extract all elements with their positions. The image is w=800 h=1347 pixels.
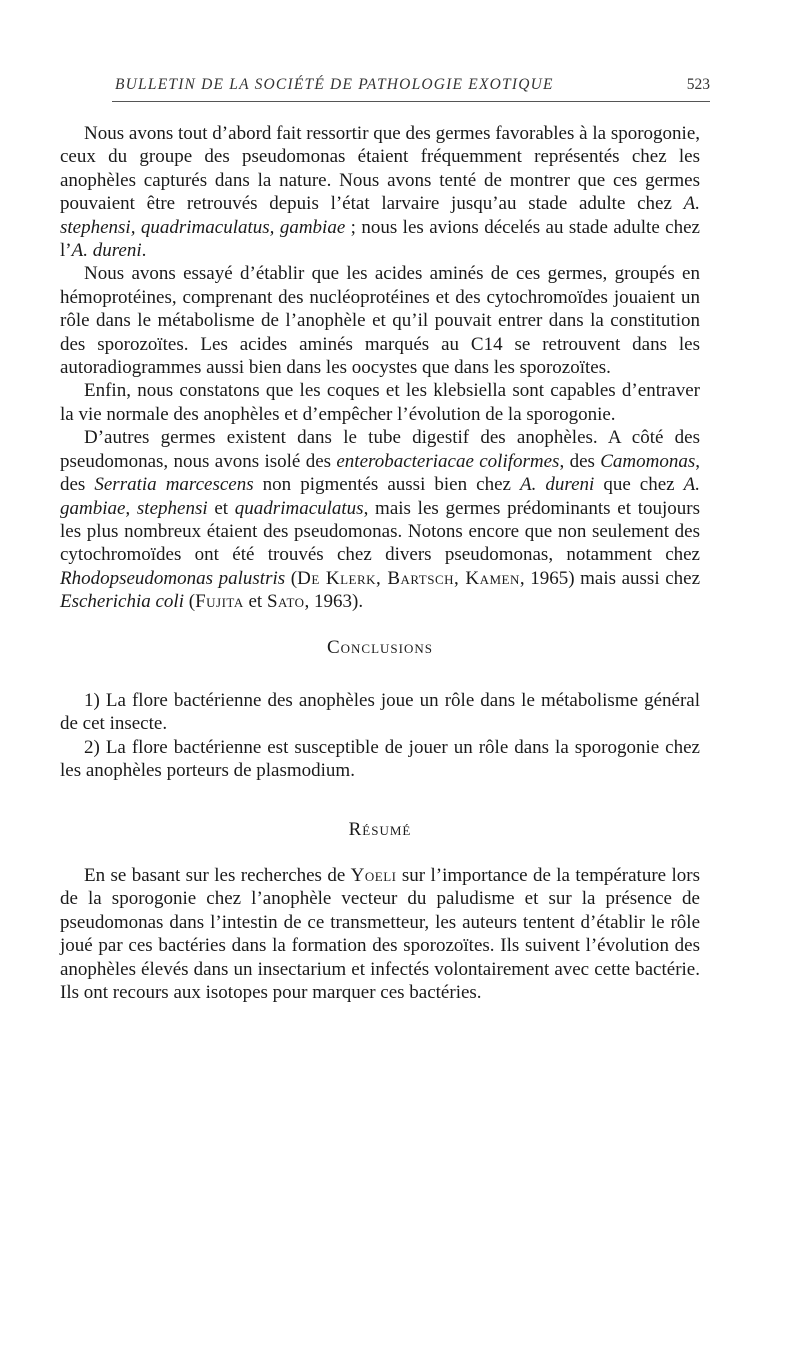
- text: , mais les germes prédominants et toujours les plus nombreux étaient des pseudomonas. Notons encore que non seulement des cytochromoïdes ont été trouvés chez divers pseudomonas, notamment chez: [60, 497, 700, 566]
- resume-paragraph: [60, 864, 700, 1004]
- journal-title: BULLETIN DE LA SOCIÉTÉ DE PATHOLOGIE EXOTIQUE: [115, 76, 554, 93]
- text: .: [141, 240, 147, 262]
- species-name: A. dureni: [519, 474, 595, 496]
- text: (: [285, 567, 298, 589]
- species-name: Serratia marcescens: [94, 474, 254, 496]
- species-name: enterobacteriacae coliformes: [336, 450, 560, 472]
- text: , 1963).: [304, 591, 364, 613]
- text: ; nous les avions décelés au stade adulte chez l’: [60, 216, 700, 262]
- resume-heading: Résumé: [348, 818, 412, 840]
- author-citation: Fujita: [195, 591, 244, 613]
- author-citation: Sato: [266, 591, 305, 613]
- text: , des: [559, 450, 601, 472]
- species-name: Escherichia coli: [60, 591, 184, 613]
- text: , des: [60, 450, 701, 496]
- species-name: Camomonas: [600, 450, 696, 472]
- species-name: Rhodopseudomonas palustris: [60, 567, 286, 589]
- running-header: [115, 76, 710, 94]
- text: et: [243, 591, 267, 613]
- paragraph-1: [60, 122, 700, 262]
- text: que chez: [594, 474, 684, 496]
- page-number: 523: [686, 76, 710, 93]
- species-name: quadrimaculatus: [234, 497, 364, 519]
- article-body: [60, 122, 700, 1004]
- paragraph-2: Nous avons essayé d’établir que les acides aminés de ces germes, groupés en hémoprotéines, comprenant des nucléoprotéines et des cytochromoïdes jouaient un rôle dans le métabolisme de l’anophèle et qu’il pouvait entrer dans la constitution des sporozoïtes. Les acides aminés marqués au C14 se retrouvent dans les autoradiogrammes aussi bien dans les oocystes que dans les sporozoïtes.: [60, 263, 700, 379]
- species-name: A. gambiae, stephensi: [60, 474, 701, 519]
- text: Nous avons tout d’abord fait ressortir que des germes favorables à la sporogonie, ceux du groupe des pseudomonas étaient fréquemment représentés chez les anophèles capturés dans la nature. Nous avons tenté de montrer que ces germes pouvaient être retrouvés depuis l’état larvaire jusqu’au stade adulte chez: [60, 123, 700, 215]
- text: , 1965) mais aussi chez: [519, 567, 700, 589]
- text: et: [207, 497, 235, 519]
- conclusion-item-2: 2) La flore bactérienne est susceptible de jouer un rôle dans la sporogonie chez les anophèles porteurs de plasmodium.: [60, 736, 700, 782]
- text: non pigmentés aussi bien chez: [253, 474, 520, 496]
- conclusions-heading: Conclusions: [326, 636, 433, 658]
- header-rule: [112, 101, 710, 102]
- text: sur l’importance de la température lors de la sporogonie chez l’anophèle vecteur du paludisme et sur la présence de pseudomonas dans l’intestin de ce transmetteur, les auteurs tentent d’établir le rôle joué par ces bactéries dans la formation des sporozoïtes. Ils suivent l’évolution des anophèles élevés dans un insectarium et infectés volontairement avec cette bactérie. Ils ont recours aux isotopes pour marquer ces bactéries.: [60, 864, 700, 1003]
- species-name: A. stephensi, quadrimaculatus, gambiae: [60, 193, 700, 238]
- paragraph-3: Enfin, nous constatons que les coques et les klebsiella sont capables d’entraver la vie normale des anophèles et d’empêcher l’évolution de la sporogonie.: [60, 380, 700, 425]
- text: En se basant sur les recherches de: [84, 864, 351, 886]
- text: (: [184, 591, 196, 613]
- text: D’autres germes existent dans le tube digestif des anophèles. A côté des pseudomonas, nous avons isolé des: [60, 427, 700, 472]
- species-name: A. dureni: [71, 240, 142, 262]
- paragraph-4: [60, 426, 700, 613]
- author-citation: Yoeli: [350, 864, 397, 886]
- conclusion-item-1: 1) La flore bactérienne des anophèles joue un rôle dans le métabolisme général de cet insecte.: [60, 689, 700, 735]
- author-citation: De Klerk, Bartsch, Kamen: [297, 567, 520, 589]
